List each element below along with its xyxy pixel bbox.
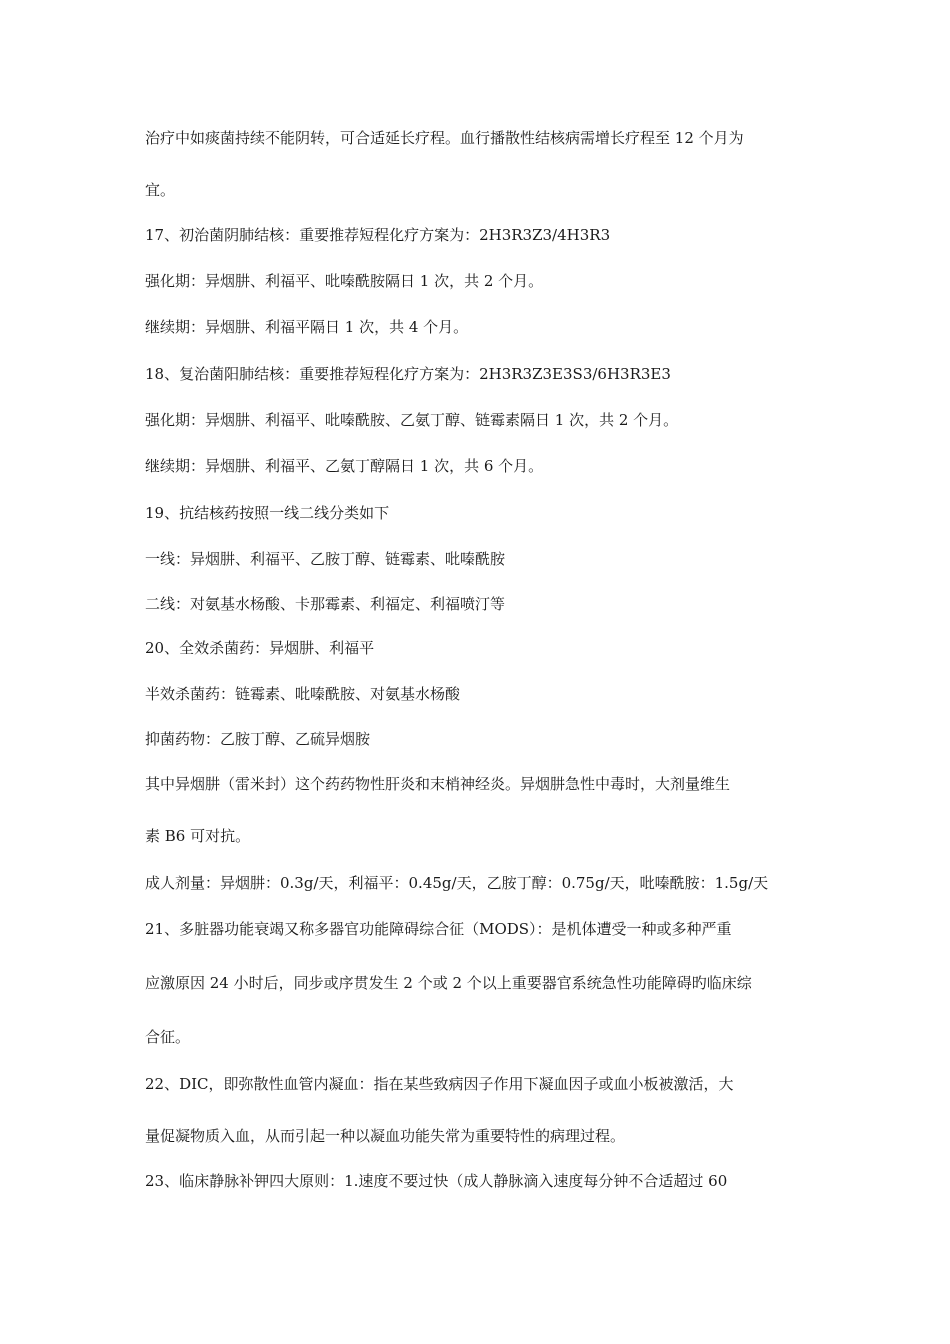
text-line: 继续期：异烟肼、利福平隔日 1 次，共 4 个月。	[145, 318, 469, 336]
text-line: 二线：对氨基水杨酸、卡那霉素、利福定、利福喷汀等	[145, 595, 506, 613]
text-line: 宜。	[145, 181, 176, 199]
text-line: 合征。	[145, 1028, 191, 1046]
text-line: 应激原因 24 小时后，同步或序贯发生 2 个或 2 个以上重要器官系统急性功能障碍旳临床综	[145, 974, 752, 992]
text-line: 素 B6 可对抗。	[145, 827, 251, 845]
text-line: 19、抗结核药按照一线二线分类如下	[145, 504, 390, 522]
text-line: 继续期：异烟肼、利福平、乙氨丁醇隔日 1 次，共 6 个月。	[145, 457, 544, 475]
text-line: 18、复治菌阳肺结核：重要推荐短程化疗方案为：2H3R3Z3E3S3/6H3R3E3	[145, 365, 671, 383]
text-line: 一线：异烟肼、利福平、乙胺丁醇、链霉素、吡嗪酰胺	[145, 550, 506, 568]
text-line: 抑菌药物：乙胺丁醇、乙硫异烟胺	[145, 730, 371, 748]
text-line: 强化期：异烟肼、利福平、吡嗪酰胺隔日 1 次，共 2 个月。	[145, 272, 544, 290]
text-line: 22、DIC，即弥散性血管内凝血：指在某些致病因子作用下凝血因子或血小板被激活，大	[145, 1075, 734, 1093]
text-line: 20、全效杀菌药：异烟肼、利福平	[145, 639, 375, 657]
text-line: 半效杀菌药：链霉素、吡嗪酰胺、对氨基水杨酸	[145, 685, 461, 703]
text-line: 治疗中如痰菌持续不能阴转，可合适延长疗程。血行播散性结核病需增长疗程至 12 个月为	[145, 129, 744, 147]
text-line: 量促凝物质入血，从而引起一种以凝血功能失常为重要特性的病理过程。	[145, 1127, 626, 1145]
text-line: 其中异烟肼（雷米封）这个药药物性肝炎和末梢神经炎。异烟肼急性中毒时，大剂量维生	[145, 775, 731, 793]
text-line: 23、临床静脉补钾四大原则：1.速度不要过快（成人静脉滴入速度每分钟不合适超过 60	[145, 1172, 728, 1190]
text-line: 成人剂量：异烟肼：0.3g/天，利福平：0.45g/天，乙胺丁醇：0.75g/天，吡嗪酰胺：1.5g/天	[145, 874, 769, 892]
text-line: 强化期：异烟肼、利福平、吡嗪酰胺、乙氨丁醇、链霉素隔日 1 次，共 2 个月。	[145, 411, 679, 429]
text-line: 17、初治菌阴肺结核：重要推荐短程化疗方案为：2H3R3Z3/4H3R3	[145, 226, 611, 244]
text-line: 21、多脏器功能衰竭又称多器官功能障碍综合征（MODS）：是机体遭受一种或多种严重	[145, 920, 732, 938]
